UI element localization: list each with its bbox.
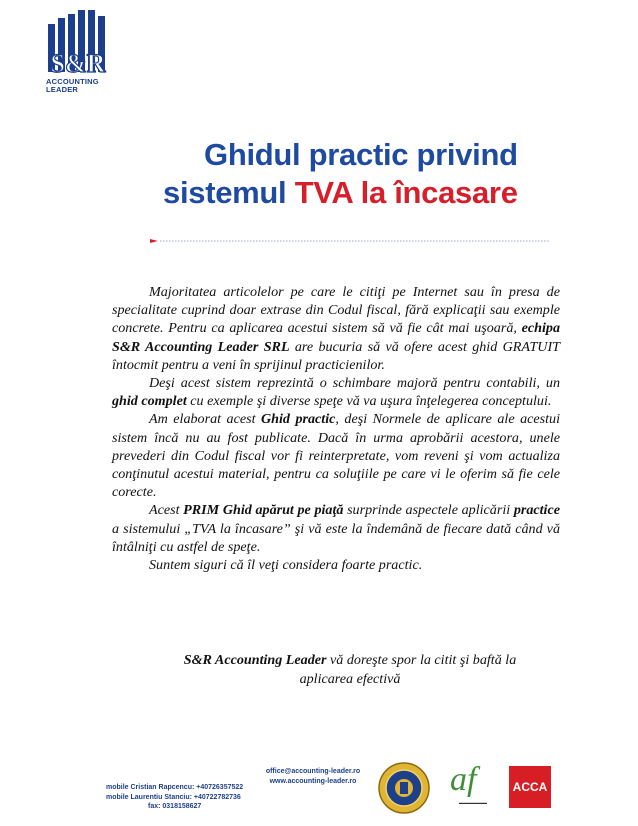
logo-wordmark [46,78,106,94]
p2-text-c: cu exemple şi diverse speţe vă va uşura înţelegerea conceptului. [186,393,552,410]
p2-bold: ghid complet [112,393,187,410]
mobile-contact-1: mobile Cristian Rapcencu: +40726357522 [106,784,244,791]
p4-text-e: a sistemului „TVA la încasare” şi vă este la îndemână de fiecare dată când vă întâlniţi cu astfel de speţe. [112,520,560,555]
title-line-2 [163,174,624,212]
p1-bold: echipa S&R Accounting Leader SRL [112,320,560,355]
af-mark: af [450,761,477,798]
website-link[interactable]: www.accounting-leader.ro [269,777,357,785]
closing-message [150,651,550,688]
logo-monogram: S&R [50,49,106,78]
af-caption: ▬▬▬▬▬▬▬ [459,800,487,805]
closing-brand: S&R Accounting Leader [183,652,327,668]
company-logo [44,10,114,110]
fax-number: fax: 0318158627 [148,803,202,810]
title-line-2-start: sistemul [163,175,295,210]
paragraph-1 [112,283,560,374]
paragraph-3 [112,410,560,501]
p3-text-c: , deşi Normele de aplicare ale acestui sistem încă nu au fost publicate. Dacă în urma aprobării acestora, unele prevederi din Codul fiscal vor fi reinterpretate, vom reveni şi vom actualiza conţinutul acestui material, pentru ca soluţiile pe care vi le oferim să fie cele corecte. [112,411,560,501]
p4-text-c: surprinde aspectele aplicării [343,502,514,519]
mobile-contact-2: mobile Laurentiu Stanciu: +40722782736 [106,793,241,801]
title-highlight: TVA la încasare [294,175,518,210]
p4-bold-1: PRIM Ghid apărut pe piaţă [183,502,344,519]
intro-body [112,283,560,574]
document-title [163,136,624,212]
paragraph-2 [112,374,560,410]
p2-text-a: Deşi acest sistem reprezintă o schimbare majoră pentru contabili, un [149,375,560,392]
title-line-1: Ghidul practic privind [204,137,518,172]
p3-text-a: Am elaborat acest [149,411,261,428]
closing-line-1-rest: vă doreşte spor la citit şi baftă la [326,652,517,668]
p3-bold: Ghid practic [260,411,336,428]
closing-line-1 [150,651,550,670]
p4-bold-2: practice [513,502,560,519]
professional-seal-logo [378,760,430,816]
closing-line-2: aplicarea efectivă [299,670,401,687]
logo-line-2: LEADER [46,85,79,94]
p1-text-a: Majoritatea articolelor pe care le citiţi pe Internet sau în presa de specialitate cuprind doar extrase din Codul fiscal, fără explicaţii sau exemple concrete. Pentru ca aplicarea acestui sistem să vă fie cât mai uşoară, [112,284,560,337]
title-divider [150,238,550,244]
footer-web [258,767,368,786]
logo-line-1: ACCOUNTING [46,77,99,86]
acca-logo: ACCA [509,766,551,808]
email-link[interactable]: office@accounting-leader.ro [265,768,361,775]
p4-text-a: Acest [149,502,184,519]
footer-contacts [106,783,256,812]
af-logo [446,760,500,816]
paragraph-4 [112,501,560,556]
paragraph-5: Suntem siguri că îl veţi considera foarte practic. [149,557,423,574]
p1-text-c: are bucuria să vă ofere acest ghid GRATUIT întocmit pentru a veni în sprijinul practicienilor. [112,338,560,373]
